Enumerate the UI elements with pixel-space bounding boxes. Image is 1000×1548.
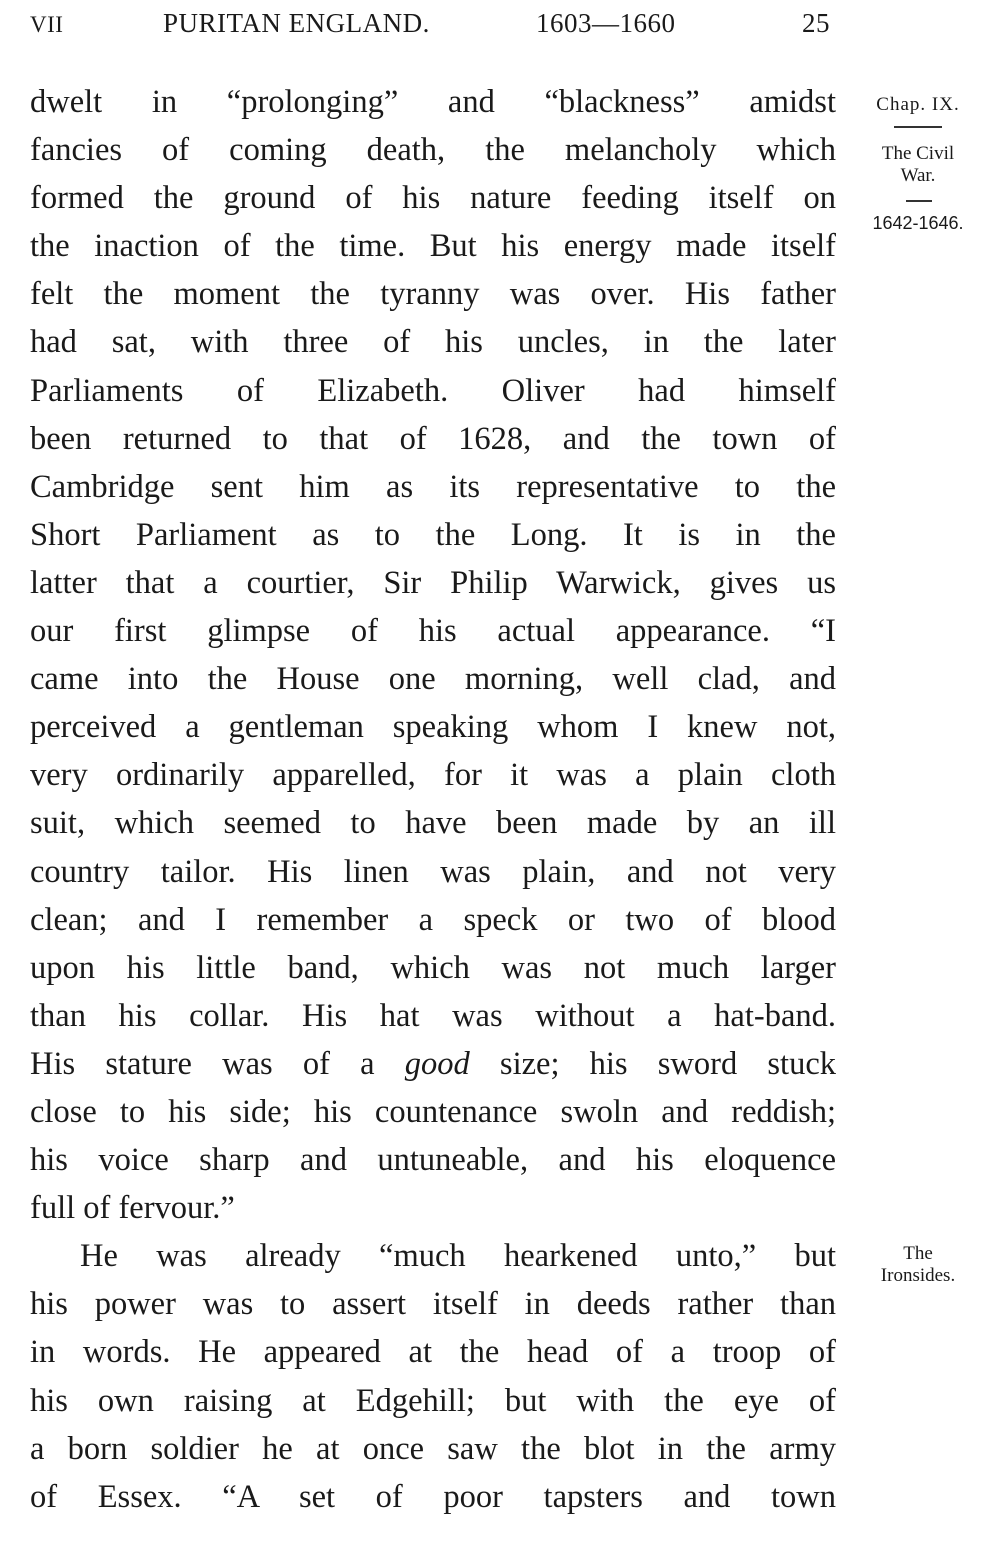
text-line: full of fervour.” xyxy=(30,1190,235,1227)
text-line: clean; and I remember a speck or two of blood xyxy=(30,901,836,938)
text-line-italic-quote: His stature was of a good size; his sword stuck xyxy=(30,1045,836,1082)
text-line: Short Parliament as to the Long. It is in the xyxy=(30,516,836,553)
sidenote-ironsides xyxy=(848,1243,988,1287)
text-line: been returned to that of 1628, and the town of xyxy=(30,420,836,457)
text-line: came into the House one morning, well clad, and xyxy=(30,661,836,698)
text-line: his own raising at Edgehill; but with the eye of xyxy=(30,1382,836,1419)
text-line: had sat, with three of his uncles, in the later xyxy=(30,324,836,361)
text-line: his power was to assert itself in deeds rather than xyxy=(30,1286,836,1323)
running-head xyxy=(30,8,835,48)
text-line: perceived a gentleman speaking whom I knew not, xyxy=(30,709,836,746)
sidenote-civil-war-line2: War. xyxy=(900,165,936,186)
text-line: formed the ground of his nature feeding itself on xyxy=(30,180,836,217)
paragraph-start-line: He was already “much hearkened unto,” but xyxy=(80,1238,836,1275)
text-line: in words. He appeared at the head of a troop of xyxy=(30,1334,836,1371)
text-line: latter that a courtier, Sir Philip Warwick, gives us xyxy=(30,564,836,601)
text-line: Parliaments of Elizabeth. Oliver had himself xyxy=(30,372,836,409)
text-line: of Essex. “A set of poor tapsters and town xyxy=(30,1478,836,1515)
text-line: suit, which seemed to have been made by an ill xyxy=(30,805,836,842)
text-line: upon his little band, which was not much larger xyxy=(30,949,836,986)
text-line: very ordinarily apparelled, for it was a plain cloth xyxy=(30,757,836,794)
sidenote-divider xyxy=(894,126,942,128)
text-line: close to his side; his countenance swoln and reddish; xyxy=(30,1093,836,1130)
sidenote-ironsides-line2: Ironsides. xyxy=(880,1265,956,1286)
text-line: our first glimpse of his actual appearance. “I xyxy=(30,613,836,650)
body-text xyxy=(30,78,836,1521)
sidenote-civil-war xyxy=(848,143,988,187)
text-line: a born soldier he at once saw the blot in the army xyxy=(30,1430,836,1467)
sidenote-divider xyxy=(906,200,932,202)
book-title: PURITAN ENGLAND. xyxy=(163,8,430,38)
text-line: Cambridge sent him as its representative to the xyxy=(30,468,836,505)
text-line: fancies of coming death, the melancholy which xyxy=(30,132,836,169)
text-line: the inaction of the time. But his energy made itself xyxy=(30,228,836,265)
text-line: country tailor. His linen was plain, and not very xyxy=(30,853,836,890)
text-line: his voice sharp and untuneable, and his eloquence xyxy=(30,1142,836,1179)
date-range: 1603—1660 xyxy=(536,8,676,38)
sidenote-ironsides-line1: The xyxy=(903,1243,933,1264)
text-line: dwelt in “prolonging” and “blackness” amidst xyxy=(30,84,836,120)
page-number: 25 xyxy=(802,8,830,38)
sidenote-chapter: Chap. IX. xyxy=(876,94,960,115)
text-line: than his collar. His hat was without a hat-band. xyxy=(30,997,836,1034)
sidenote-civil-war-line1: The Civil xyxy=(881,143,955,164)
text-line: felt the moment the tyranny was over. His father xyxy=(30,276,836,313)
chapter-numeral: VII xyxy=(30,12,64,37)
sidenote-years: 1642-1646. xyxy=(872,213,964,233)
